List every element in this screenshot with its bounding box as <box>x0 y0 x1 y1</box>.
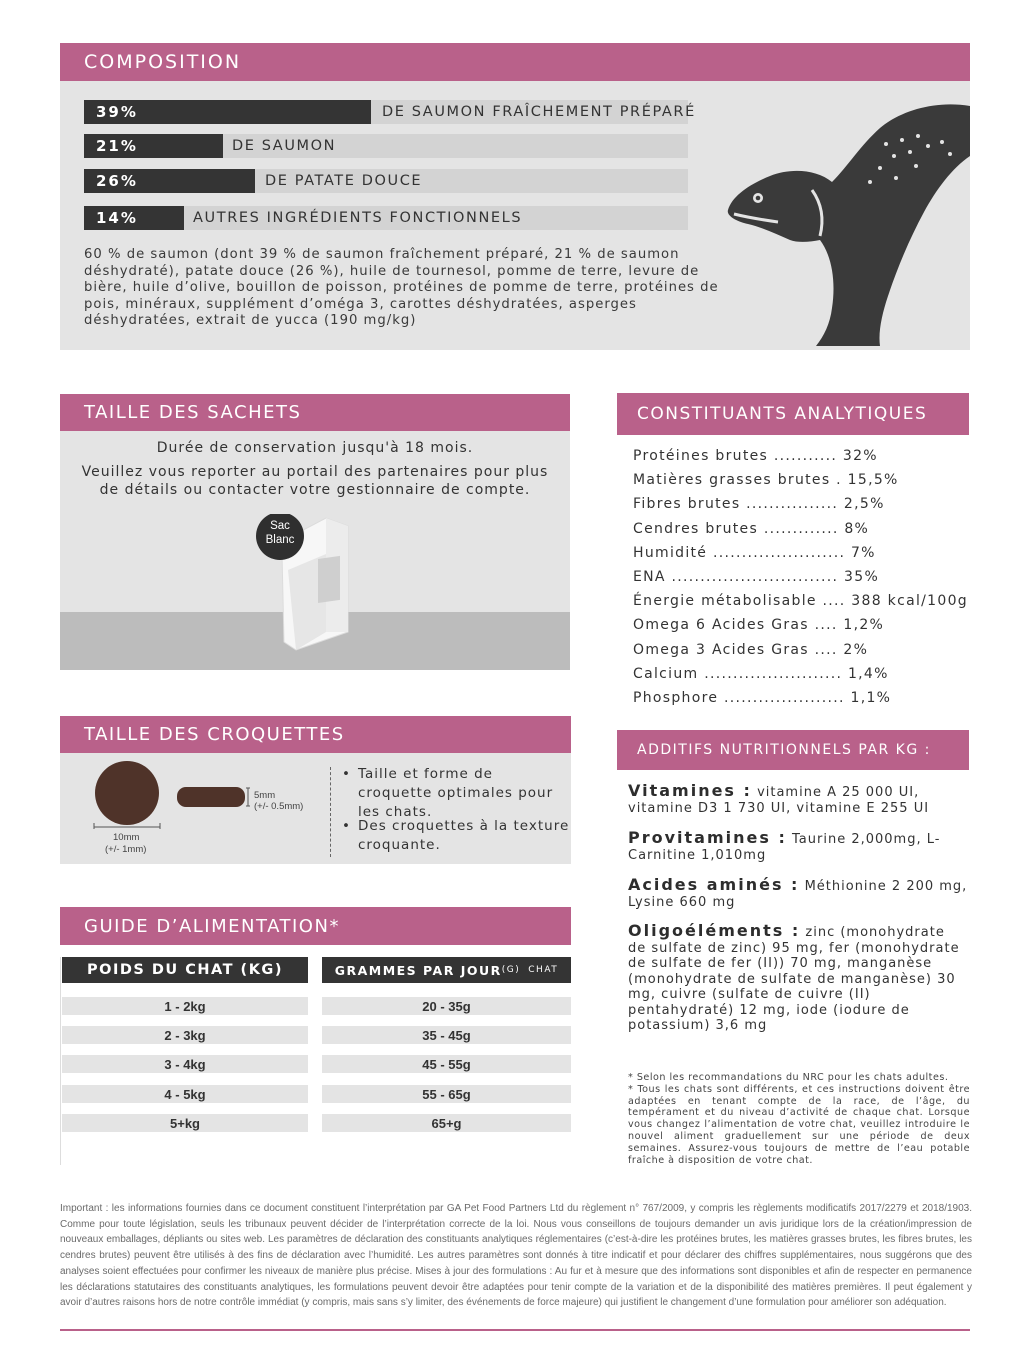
additif-block <box>628 923 968 1034</box>
guide-header-grams <box>322 957 571 983</box>
additif-head: Vitamines : <box>628 781 752 800</box>
bullet-item <box>342 765 570 822</box>
guide-header-grams-unit: (G) <box>501 965 521 975</box>
constituants-title: CONSTITUANTS ANALYTIQUES <box>617 393 969 435</box>
thickness-tolerance: (+/- 0.5mm) <box>254 801 304 812</box>
diameter-label: 10mm <box>113 832 140 843</box>
constituant-item: Omega 6 Acides Gras .... 1,2% <box>633 617 885 634</box>
composition-percent: 26% <box>84 169 255 193</box>
guide-header-weight: POIDS DU CHAT (KG) <box>62 957 308 983</box>
composition-percent: 21% <box>84 134 223 158</box>
constituant-item: Protéines brutes ........... 32% <box>633 448 878 464</box>
additifs-title: ADDITIFS NUTRITIONNELS PAR KG : <box>617 730 969 770</box>
guide-grams-cell: 45 - 55g <box>322 1055 571 1073</box>
bag-label-line: Sac <box>270 520 290 532</box>
bottom-divider <box>60 1329 970 1331</box>
bullet-item <box>342 817 570 855</box>
composition-label: DE SAUMON FRAÎCHEMENT PRÉPARÉ <box>382 104 696 120</box>
bag-label-line: Blanc <box>265 534 295 546</box>
guide-weight-cell: 2 - 3kg <box>62 1026 308 1044</box>
guide-grams-cell: 35 - 45g <box>322 1026 571 1044</box>
composition-title: COMPOSITION <box>60 43 970 81</box>
guide-weight-cell: 1 - 2kg <box>62 997 308 1015</box>
composition-label: DE SAUMON <box>232 138 337 154</box>
composition-percent: 39% <box>84 100 371 124</box>
constituants-list <box>633 446 968 712</box>
guide-weight-cell: 4 - 5kg <box>62 1085 308 1103</box>
constituant-item: Énergie métabolisable .... 388 kcal/100g <box>633 593 968 610</box>
sachets-title: TAILLE DES SACHETS <box>60 394 570 431</box>
bullet-dot: • <box>342 818 351 834</box>
diameter-tolerance: (+/- 1mm) <box>105 844 147 855</box>
constituant-item: Cendres brutes ............. 8% <box>633 520 870 537</box>
shelf-life-text: Durée de conservation jusqu'à 18 mois. <box>156 440 474 456</box>
composition-label: AUTRES INGRÉDIENTS FONCTIONNELS <box>193 210 523 226</box>
additif-block <box>628 830 968 863</box>
guide-header-grams-suffix: CHAT <box>528 965 559 975</box>
additif-text: Taurine 2,000mg, L-Carnitine 1,010mg <box>628 832 941 863</box>
composition-row <box>84 134 688 158</box>
constituant-item: Phosphore ..................... 1,1% <box>633 689 892 706</box>
constituant-item: Fibres brutes ................ 2,5% <box>633 496 885 513</box>
additif-text: vitamine A 25 000 UI, vitamine D3 1 730 UI, vitamine E 255 UI <box>628 785 930 816</box>
guide-title: GUIDE D’ALIMENTATION* <box>60 907 571 945</box>
croquettes-title: TAILLE DES CROQUETTES <box>60 716 571 753</box>
additif-head: Acides aminés : <box>628 875 800 894</box>
constituant-item: Humidité ....................... 7% <box>633 544 876 561</box>
salmon-icon <box>720 96 970 346</box>
composition-description: 60 % de saumon (dont 39 % de saumon fraîchement préparé, 21 % de saumon déshydraté), patate douce (26 %), huile de tournesol, pomme de terre, levure de bière, huile d’olive, bouillon de poisson, protéines de pomme de terre, protéines de pois, minéraux, supplément d’oméga 3, carottes déshydratées, asperges déshydratées, extrait de yucca (190 mg/kg) <box>84 247 719 328</box>
guide-grams-cell: 55 - 65g <box>322 1085 571 1103</box>
bullet-dot: • <box>342 766 351 782</box>
guide-grams-cell: 20 - 35g <box>322 997 571 1015</box>
footnote: * Selon les recommandations du NRC pour les chats adultes. <box>628 1072 949 1083</box>
guide-weight-cell: 5+kg <box>62 1114 308 1132</box>
guide-rule <box>60 957 61 1165</box>
guide-weight-cell: 3 - 4kg <box>62 1055 308 1073</box>
composition-row <box>84 206 688 230</box>
additif-block <box>628 783 968 816</box>
guide-header-grams-main: GRAMMES PAR JOUR <box>334 962 502 978</box>
footnotes <box>628 1072 970 1166</box>
sachets-info-text: Veuillez vous reporter au portail des partenaires pour plus de détails ou contacter votre gestionnaire de compte. <box>81 464 549 498</box>
constituant-item: Calcium ........................ 1,4% <box>633 665 889 682</box>
composition-row <box>84 169 688 193</box>
bullet-text: Des croquettes à la texture croquante. <box>358 818 570 853</box>
composition-label: DE PATATE DOUCE <box>265 173 423 189</box>
additif-head: Provitamines : <box>628 828 787 847</box>
additif-text: Méthionine 2 200 mg, Lysine 660 mg <box>628 879 968 910</box>
legal-notice: Important : les informations fournies dans ce document constituent l’interprétation par GA Pet Food Partners Ltd du règlement n° 767/2009, y compris les règlements modificatifs 2017/2279 et 2018/1903. Comme pour toute législation, seuls les tribunaux peuvent décider de l’interprétation correcte de la loi. Nous vous conseillons de toujours demander un avis juridique lors de la création/impression de nouveaux emballages, dépliants ou sites web. Les paramètres de déclaration des constituants analytiques réglementaires (c’est-à-dire les protéines brutes, les matières grasses brutes, les fibres brutes, les cendres brutes) peuvent être utilisés à des fins de déclaration avec l’humidité. Les autres paramètres sont donnés à titre indicatif et pour déclarer des chiffres supplémentaires, nous suggérons que des analyses soient effectuées pour confirmer les niveaux de manière plus précise. Mises à jour des formulations : Au fur et à mesure que des informations sont disponibles et afin de respecter en permanence les déclarations statutaires des constituants analytiques, les formulations peuvent devoir être adaptées pour tenir compte de la variation et de la disponibilité des matières premières. Il peut également y avoir d’autres raisons hors de notre contrôle immédiat (y compris, mais sans s’y limiter, des événements de force majeure) qui justifient le changement d’une formulation pour améliorer son adéquation. <box>60 1203 972 1309</box>
footnote: * Tous les chats sont différents, et ces instructions doivent être adaptées en tenant compte de la race, de l’âge, du tempérament et du niveau d’activité de chaque chat. Lorsque vous changez l’alimentation de votre chat, veuillez introduire le nouvel aliment graduellement sur une période de deux semaines. Assurez-vous toujours de mettre de l’eau potable fraîche à disposition de votre chat. <box>628 1083 970 1166</box>
bag-label <box>254 519 306 547</box>
constituant-item: ENA ............................. 35% <box>633 568 880 585</box>
composition-row <box>84 100 696 124</box>
additif-block <box>628 877 968 910</box>
composition-percent: 14% <box>84 206 184 230</box>
bullet-text: Taille et forme de croquette optimales pour les chats. <box>358 766 554 820</box>
divider <box>330 767 332 857</box>
additif-head: Oligoéléments : <box>628 921 801 940</box>
guide-grams-cell: 65+g <box>322 1114 571 1132</box>
additif-text: zinc (monohydrate de sulfate de zinc) 95 mg, fer (monohydrate de sulfate de fer (II)) 70 mg, manganèse (monohydrate de sulfate de manganèse) 30 mg, cuivre (sulfate de cuivre (II) pentahydraté) 12 mg, iode (iodure de potassium) 3,6 mg <box>628 925 960 1033</box>
constituant-item: Omega 3 Acides Gras .... 2% <box>633 641 869 658</box>
thickness-label: 5mm <box>254 790 276 801</box>
constituant-item: Matières grasses brutes . 15,5% <box>633 472 899 489</box>
